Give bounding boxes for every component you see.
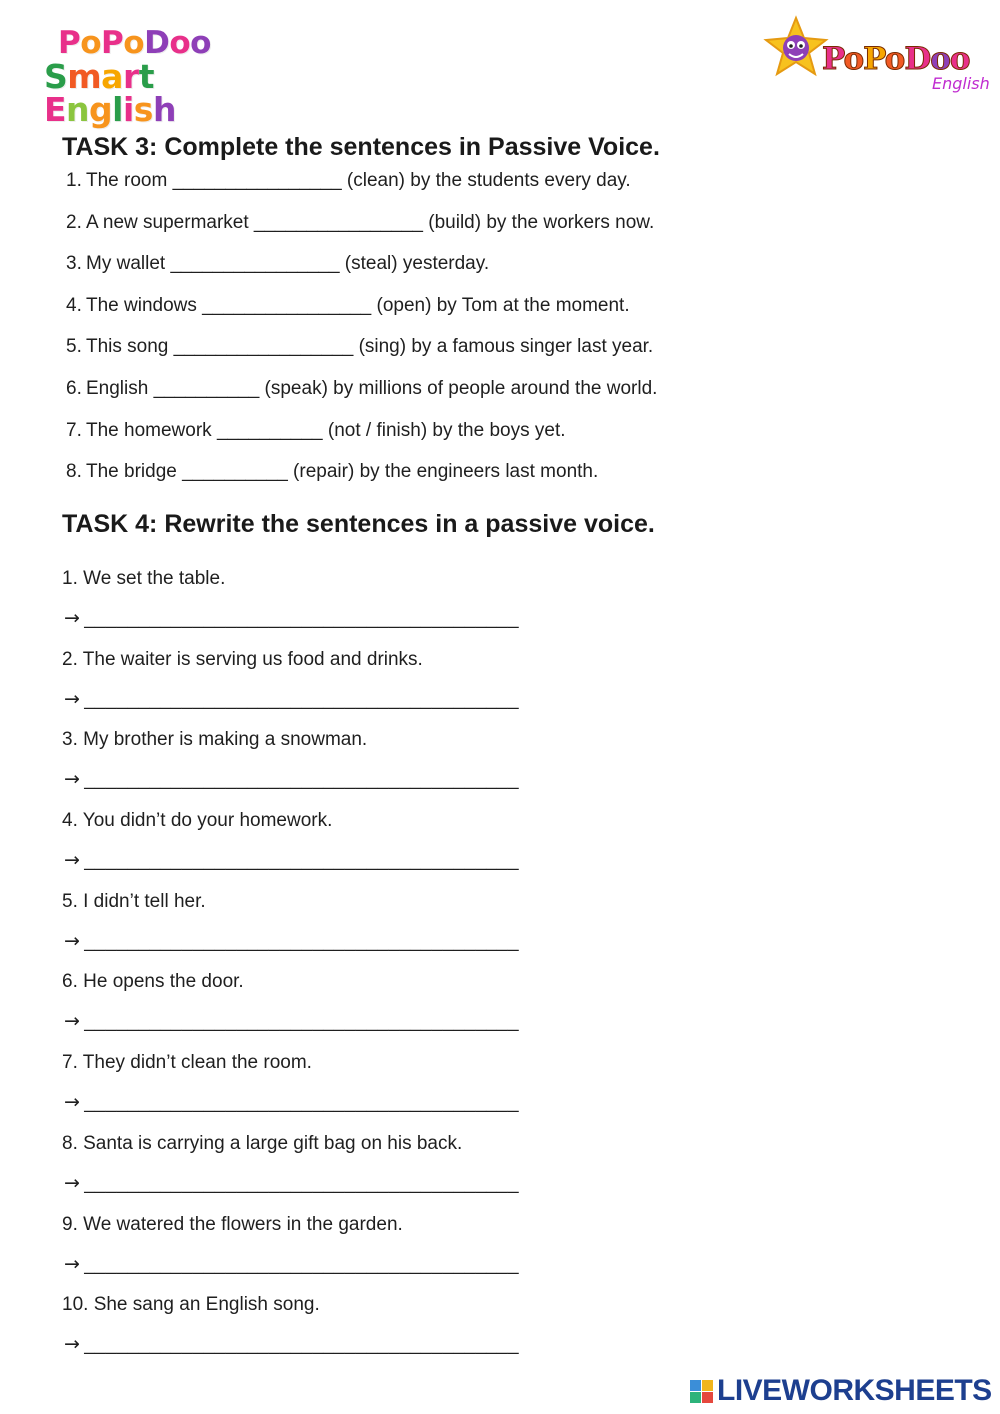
task4-list bbox=[62, 568, 762, 1375]
task3-item bbox=[66, 420, 866, 462]
item-question: 9. We watered the flowers in the garden. bbox=[62, 1213, 403, 1235]
logo-letter: s bbox=[133, 90, 153, 129]
task3-item bbox=[66, 212, 866, 254]
item-number: 7. bbox=[66, 419, 82, 441]
answer-line[interactable] bbox=[64, 849, 519, 872]
task3-list bbox=[66, 170, 866, 503]
answer-line[interactable] bbox=[64, 930, 519, 953]
item-sentence[interactable]: The bridge __________ (repair) by the engineers last month. bbox=[86, 461, 599, 483]
logo-letter: D bbox=[904, 41, 931, 77]
arrow-right-icon: → bbox=[64, 1091, 81, 1114]
answer-blank[interactable]: ________________________________________ bbox=[84, 1092, 519, 1114]
task4-item bbox=[62, 971, 762, 1052]
answer-blank[interactable]: ________________________________________ bbox=[84, 688, 519, 710]
logo-letter: E bbox=[44, 90, 67, 129]
task3-item bbox=[66, 378, 866, 420]
logo-letter: o bbox=[169, 25, 191, 61]
task4-item bbox=[62, 891, 762, 972]
logo-line-smart-english bbox=[44, 57, 284, 129]
item-question: 7. They didn’t clean the room. bbox=[62, 1052, 312, 1074]
item-question: 2. The waiter is serving us food and drinks. bbox=[62, 648, 423, 670]
arrow-right-icon: → bbox=[64, 1333, 81, 1356]
item-question: 6. He opens the door. bbox=[62, 971, 244, 993]
answer-line[interactable] bbox=[64, 1091, 519, 1114]
logo-letter: i bbox=[122, 90, 134, 129]
task3-item bbox=[66, 336, 866, 378]
arrow-right-icon: → bbox=[64, 1010, 81, 1033]
logo-square bbox=[702, 1392, 713, 1403]
task4-item bbox=[62, 1294, 762, 1375]
logo-letter: o bbox=[80, 25, 102, 61]
item-number: 5. bbox=[66, 336, 82, 358]
popodoo-english-logo bbox=[762, 14, 992, 94]
answer-line[interactable] bbox=[64, 1010, 519, 1033]
item-question: 8. Santa is carrying a large gift bag on his back. bbox=[62, 1132, 463, 1154]
arrow-right-icon: → bbox=[64, 687, 81, 710]
logo-letter: D bbox=[144, 25, 170, 61]
answer-line[interactable] bbox=[64, 1172, 519, 1195]
logo-letter: t bbox=[138, 57, 155, 96]
answer-blank[interactable]: ________________________________________ bbox=[84, 850, 519, 872]
item-sentence[interactable]: This song _________________ (sing) by a famous singer last year. bbox=[86, 336, 654, 358]
logo-letter: o bbox=[884, 41, 905, 77]
task4-item bbox=[62, 1052, 762, 1133]
task4-item bbox=[62, 649, 762, 730]
item-number: 2. bbox=[66, 211, 82, 233]
item-sentence[interactable]: A new supermarket ________________ (build) by the workers now. bbox=[86, 211, 655, 233]
answer-blank[interactable]: ________________________________________ bbox=[84, 769, 519, 791]
task4-item bbox=[62, 810, 762, 891]
answer-line[interactable] bbox=[64, 1253, 519, 1276]
task4-item bbox=[62, 568, 762, 649]
arrow-right-icon: → bbox=[64, 1171, 81, 1194]
answer-line[interactable] bbox=[64, 1333, 519, 1356]
item-sentence[interactable]: The room ________________ (clean) by the students every day. bbox=[86, 170, 631, 191]
logo-letter: m bbox=[67, 57, 102, 96]
item-sentence[interactable]: English __________ (speak) by millions of people around the world. bbox=[86, 377, 658, 399]
item-sentence[interactable]: The homework __________ (not / finish) by the boys yet. bbox=[86, 419, 566, 441]
logo-square bbox=[690, 1392, 701, 1403]
task3-item bbox=[66, 170, 866, 212]
answer-blank[interactable]: ________________________________________ bbox=[84, 608, 519, 629]
arrow-right-icon: → bbox=[64, 849, 81, 872]
answer-line[interactable] bbox=[64, 688, 519, 711]
answer-blank[interactable]: ________________________________________ bbox=[84, 1011, 519, 1033]
logo-letter: P bbox=[101, 25, 124, 61]
task4-item bbox=[62, 1214, 762, 1295]
item-question: 4. You didn’t do your homework. bbox=[62, 810, 333, 832]
item-question: 5. I didn’t tell her. bbox=[62, 890, 206, 912]
task4-item bbox=[62, 729, 762, 810]
task4-title: TASK 4: Rewrite the sentences in a passive voice. bbox=[62, 510, 655, 538]
logo-letter: r bbox=[122, 57, 139, 96]
task3-item bbox=[66, 461, 866, 503]
logo-letter: o bbox=[843, 41, 864, 77]
arrow-right-icon: → bbox=[64, 768, 81, 791]
logo-letter: n bbox=[66, 90, 90, 129]
logo-square bbox=[690, 1380, 701, 1391]
logo-letter: P bbox=[863, 41, 885, 77]
arrow-right-icon: → bbox=[64, 607, 81, 629]
task3-title: TASK 3: Complete the sentences in Passive Voice. bbox=[62, 133, 660, 161]
popodoo-english-subtitle: English bbox=[932, 74, 990, 93]
answer-blank[interactable]: ________________________________________ bbox=[84, 1334, 519, 1356]
logo-letter: o bbox=[190, 25, 211, 61]
arrow-right-icon: → bbox=[64, 1252, 81, 1275]
logo-letter: g bbox=[89, 90, 113, 129]
liveworksheets-logo-icon bbox=[690, 1380, 713, 1403]
answer-blank[interactable]: ________________________________________ bbox=[84, 1172, 519, 1194]
answer-blank[interactable]: ________________________________________ bbox=[84, 930, 519, 952]
answer-line[interactable] bbox=[64, 768, 519, 791]
item-number: 1. bbox=[66, 170, 82, 191]
logo-letter: P bbox=[822, 41, 844, 77]
item-question: 10. She sang an English song. bbox=[62, 1294, 320, 1316]
logo-letter: a bbox=[101, 57, 123, 96]
liveworksheets-brand-text: LIVEWORKSHEETS bbox=[717, 1374, 992, 1407]
logo-line-popodoo bbox=[58, 25, 284, 61]
arrow-right-icon: → bbox=[64, 929, 81, 952]
task4-item bbox=[62, 1133, 762, 1214]
item-sentence[interactable]: The windows ________________ (open) by Tom at the moment. bbox=[86, 294, 630, 316]
answer-blank[interactable]: ________________________________________ bbox=[84, 1253, 519, 1275]
item-number: 6. bbox=[66, 377, 82, 399]
logo-letter: h bbox=[152, 90, 176, 129]
answer-line[interactable] bbox=[64, 607, 519, 630]
item-number: 3. bbox=[66, 253, 82, 275]
logo-letter: o bbox=[930, 41, 950, 77]
logo-square bbox=[702, 1380, 713, 1391]
item-number: 4. bbox=[66, 294, 82, 316]
logo-letter: P bbox=[58, 25, 81, 61]
logo-letter: l bbox=[112, 90, 123, 129]
popodoo-smart-english-logo bbox=[44, 25, 284, 129]
task3-item bbox=[66, 253, 866, 295]
task3-item bbox=[66, 295, 866, 337]
item-question: 3. My brother is making a snowman. bbox=[62, 729, 368, 751]
item-sentence[interactable]: My wallet ________________ (steal) yesterday. bbox=[86, 253, 490, 275]
logo-letter: S bbox=[44, 57, 68, 96]
logo-letter: o bbox=[123, 25, 145, 61]
logo-letter: o bbox=[949, 41, 970, 77]
liveworksheets-footer-logo bbox=[690, 1374, 992, 1408]
item-question: 1. We set the table. bbox=[62, 568, 226, 589]
item-number: 8. bbox=[66, 461, 82, 483]
popodoo-brand-text bbox=[822, 41, 970, 77]
